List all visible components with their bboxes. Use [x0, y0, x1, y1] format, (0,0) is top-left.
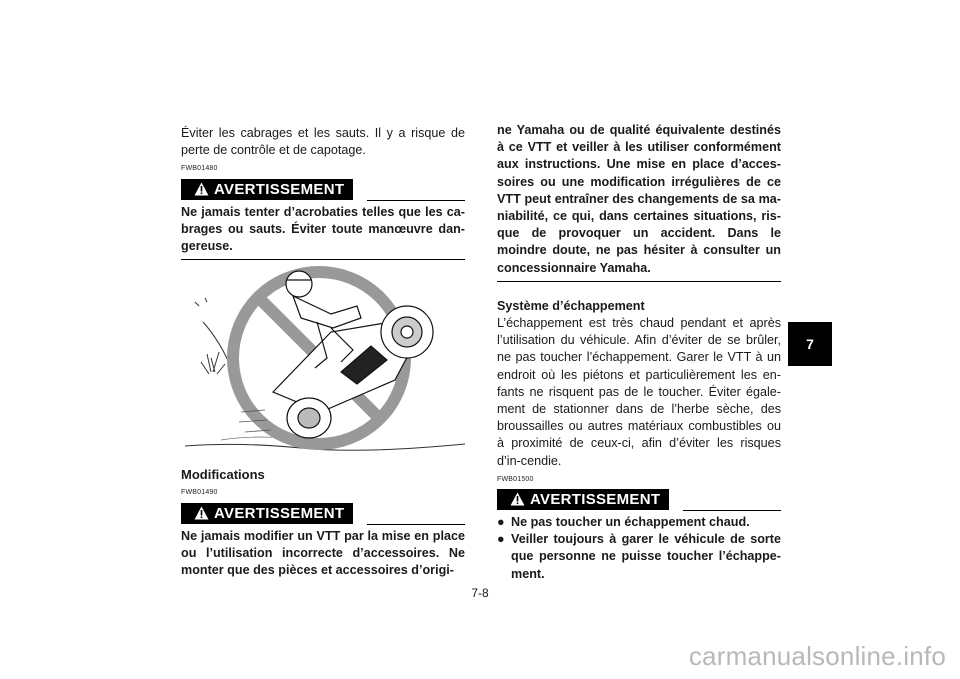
warning-header [181, 503, 465, 525]
bullet-text: Ne pas toucher un échappement chaud. [511, 515, 750, 530]
bullet-item [497, 531, 781, 583]
warning-rule [367, 524, 465, 525]
bullet-dot-icon: ● [497, 515, 505, 530]
warning-text: Ne jamais modifier un VTT par la mise en place ou l’utilisation incorrecte d’accessoires. Ne monter que des pièces et accessoires d’origi- [181, 528, 465, 578]
atv-wheelie-prohibited-illustration [181, 262, 465, 462]
exhaust-paragraph: L’échappement est très chaud pendant et après l’utilisation du véhicule. Afin d’éviter de se brûler, ne pas toucher l’échappement. Garer le VTT à un endroit où les piétons et particulièrement les en-fants ne risquent pas de le toucher. Éviter égale-ment de stationner dans de l’herbe sèche, des broussailles ou autres matériaux combustibles ou à proximité de ceux-ci, afin d’éviter les risques d’in-cendie. [497, 316, 781, 468]
chapter-tab: 7 [788, 322, 832, 366]
warning-label-box [181, 179, 353, 200]
bullet-item [497, 514, 781, 531]
bullet-text: Veiller toujours à garer le véhicule de sorte que personne ne puisse toucher l’échappe-ment. [511, 532, 781, 581]
warning-label: AVERTISSEMENT [214, 180, 345, 198]
warning-triangle-icon [194, 506, 209, 520]
warning-header [497, 489, 781, 511]
left-column [181, 125, 465, 579]
bullet-dot-icon: ● [497, 532, 505, 547]
warning-label: AVERTISSEMENT [530, 491, 661, 509]
warning-end-rule [181, 259, 465, 260]
section-title-exhaust: Système d’échappement [497, 298, 645, 313]
warning-label-box [181, 503, 353, 524]
warning-code: FWB01490 [181, 489, 218, 497]
watermark: carmanualsonline.info [688, 641, 946, 671]
warning-bullet-list [497, 514, 781, 583]
warning-triangle-icon [510, 492, 525, 506]
warning-label-box [497, 489, 669, 510]
warning-end-rule [497, 281, 781, 282]
warning-triangle-icon [194, 182, 209, 196]
warning-text: Ne jamais tenter d’acrobaties telles que les ca-brages ou sauts. Éviter toute manœuvre dan-gereuse. [181, 204, 465, 254]
section-title-modifications: Modifications [181, 467, 265, 483]
warning-header [181, 179, 465, 201]
intro-paragraph: Éviter les cabrages et les sauts. Il y a risque de perte de contrôle et de capotage. [181, 126, 465, 158]
warning-label: AVERTISSEMENT [214, 504, 345, 522]
warning-rule [683, 510, 781, 511]
warning-rule [367, 200, 465, 201]
warning-code: FWB01480 [181, 165, 218, 173]
warning-text-continued: ne Yamaha ou de qualité équivalente destinés à ce VTT et veiller à les utiliser conformément aux instructions. Une mise en place d’acces-soires ou une modification irrégulières de ce VTT peut entraîner des changements de sa ma-niabilité, ce qui, dans certaines situations, ris-que de provoquer un accident. Dans le moindre doute, ne pas hésiter à consulter un concessionnaire Yamaha. [497, 123, 781, 275]
warning-code: FWB01500 [497, 475, 534, 483]
page-number: 7-8 [471, 586, 489, 600]
right-column [497, 122, 781, 583]
